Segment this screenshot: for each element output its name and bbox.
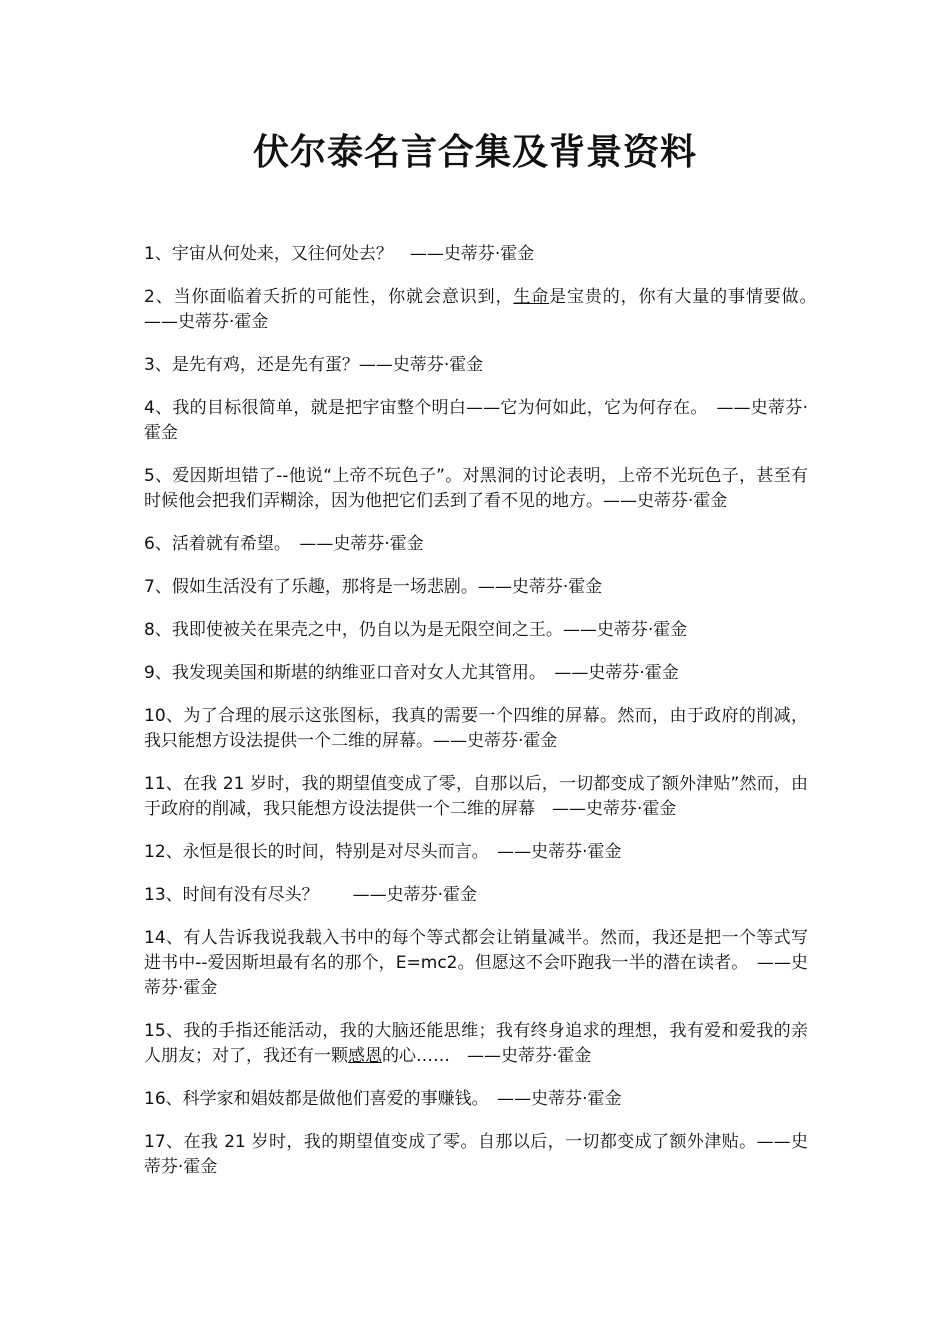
quote-text: 7、假如生活没有了乐趣，那将是一场悲剧。——史蒂芬·霍金	[144, 577, 603, 597]
quote-item	[144, 575, 808, 600]
document-title: 伏尔泰名言合集及背景资料	[252, 131, 697, 173]
quote-item	[144, 285, 826, 335]
quote-text: 13、时间有没有尽头？ ——史蒂芬·霍金	[144, 885, 478, 905]
quote-item	[144, 464, 808, 514]
quote-text: 14、有人告诉我说我载入书中的每个等式都会让销量减半。然而，我还是把一个等式写进书中--爱因斯坦最有名的那个，E=mc2。但愿这不会吓跑我一半的潜在读者。 ——史蒂芬·霍金	[144, 928, 808, 998]
quote-link-shengming[interactable]: 生命	[513, 287, 550, 307]
quote-text: 15、我的手指还能活动，我的大脑还能思维；我有终身追求的理想，我有爱和爱我的亲人朋友；对了，我还有一颗	[144, 1021, 808, 1066]
quote-text: 16、科学家和娼妓都是做他们喜爱的事赚钱。 ——史蒂芬·霍金	[144, 1089, 622, 1109]
quote-text: 10、为了合理的展示这张图标，我真的需要一个四维的屏幕。然而，由于政府的削减，我只能想方设法提供一个二维的屏幕。——史蒂芬·霍金	[144, 706, 808, 751]
quote-item	[144, 1130, 808, 1180]
quote-item	[144, 661, 808, 686]
quote-text: 17、在我 21 岁时，我的期望值变成了零。自那以后，一切都变成了额外津贴。——史蒂芬·霍金	[144, 1132, 808, 1177]
quote-item	[144, 618, 808, 643]
quote-text: 8、我即使被关在果壳之中，仍自以为是无限空间之王。——史蒂芬·霍金	[144, 620, 688, 640]
quote-item	[144, 1019, 808, 1069]
quote-text: 4、我的目标很简单，就是把宇宙整个明白——它为何如此，它为何存在。 ——史蒂芬·霍金	[144, 398, 808, 443]
quote-text: 12、永恒是很长的时间，特别是对尽头而言。 ——史蒂芬·霍金	[144, 842, 622, 862]
quote-list	[144, 242, 826, 1198]
quote-link-ganen[interactable]: 感恩	[348, 1046, 382, 1066]
quote-text: 1、宇宙从何处来，又往何处去？ ——史蒂芬·霍金	[144, 244, 535, 264]
quote-text: 9、我发现美国和斯堪的纳维亚口音对女人尤其管用。 ——史蒂芬·霍金	[144, 663, 679, 683]
quote-item	[144, 1087, 808, 1112]
quote-item	[144, 883, 808, 908]
quote-text: 6、活着就有希望。 ——史蒂芬·霍金	[144, 534, 424, 554]
quote-item	[144, 396, 808, 446]
quote-item	[144, 926, 808, 1001]
quote-text: 2、当你面临着夭折的可能性，你就会意识到，	[144, 287, 514, 307]
quote-text: 的心…… ——史蒂芬·霍金	[382, 1046, 592, 1066]
quote-text: 11、在我 21 岁时，我的期望值变成了零，自那以后，一切都变成了额外津贴”然而，由于政府的削减，我只能想方设法提供一个二维的屏幕 ——史蒂芬·霍金	[144, 774, 808, 819]
quote-item	[144, 840, 808, 865]
quote-text: 3、是先有鸡，还是先有蛋？——史蒂芬·霍金	[144, 355, 484, 375]
quote-text: 是宝贵的，你有大量的事情要做。 ——史蒂芬·霍金	[144, 287, 826, 332]
quote-item	[144, 353, 808, 378]
quote-item	[144, 242, 808, 267]
quote-text: 5、爱因斯坦错了--他说“上帝不玩色子”。对黑洞的讨论表明，上帝不光玩色子，甚至有时候他会把我们弄糊涂，因为他把它们丢到了看不见的地方。——史蒂芬·霍金	[144, 466, 808, 511]
quote-item	[144, 704, 808, 754]
quote-item	[144, 532, 808, 557]
quote-item	[144, 772, 808, 822]
